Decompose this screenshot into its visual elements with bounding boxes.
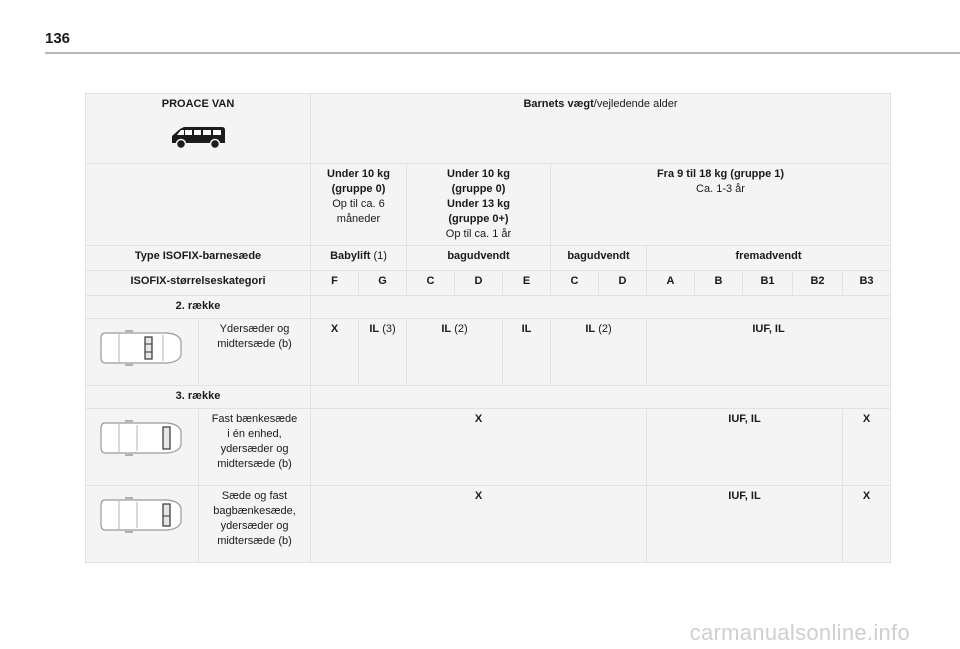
row2-val-cd2-text: IL [585,323,596,335]
row3-seat1-desc-4: midtersæde (b) [217,458,292,470]
row2-val-cd-note: (2) [454,323,468,335]
row3-seat1-val-iuf: IUF, IL [647,409,843,486]
type-rearward-2: bagudvendt [551,246,647,271]
row3-seat1-val-x: X [311,409,647,486]
header-row [86,94,891,164]
group-0-cell [311,164,407,246]
row3-seat2-val-iuf: IUF, IL [647,486,843,563]
row2-val-cd2 [551,319,647,386]
row2-val-cd-text: IL [441,323,452,335]
row3-seat2-row [86,486,891,563]
row2-seat-desc-1: Ydersæder og [219,323,290,335]
group-row [86,164,891,246]
size-label: ISOFIX-størrelseskategori [86,271,311,296]
row3-seat1-desc-2: i én enhed, [227,428,282,440]
row3-seat1-desc [199,409,311,486]
size-cat: B3 [843,271,891,296]
vehicle-name: PROACE VAN [161,98,235,110]
size-cat: D [599,271,647,296]
group-0-age-unit: måneder [336,213,381,225]
group-0plus-weight-b: Under 13 kg [447,198,510,210]
header-rule [45,52,960,54]
row3-seat2-desc-1: Sæde og fast [221,490,288,502]
size-cat: B [695,271,743,296]
row3-seat1-val-x2: X [843,409,891,486]
size-cat: B2 [793,271,843,296]
type-label: Type ISOFIX-barnesæde [86,246,311,271]
weight-title: Barnets vægt [523,98,594,110]
weight-header [311,94,891,164]
size-cat: D [455,271,503,296]
row2-label-row [86,296,891,319]
group-empty-cell [86,164,311,246]
group-0-name: (gruppe 0) [331,183,386,195]
group-0-age: Op til ca. 6 [332,198,385,210]
van-icon [89,124,307,155]
row3-seat2-diagram [86,486,199,563]
row2-seat-desc-2: midtersæde (b) [217,338,292,350]
size-cat: G [359,271,407,296]
group-0plus-cell [407,164,551,246]
row2-label: 2. række [86,296,311,319]
row3-label: 3. række [86,386,311,409]
row2-val-g-text: IL [369,323,380,335]
group-0plus-name-b: (gruppe 0+) [448,213,509,225]
size-cat: E [503,271,551,296]
row3-label-empty [311,386,891,409]
row3-seat2-val-x2: X [843,486,891,563]
row2-seat-desc [199,319,311,386]
type-row [86,246,891,271]
row3-seat1-desc-1: Fast bænkesæde [211,413,298,425]
row3-seat2-desc-4: midtersæde (b) [217,535,292,547]
row2-val-g [359,319,407,386]
isofix-table [85,93,891,563]
row2-val-g-note: (3) [382,323,396,335]
van-row2-icon [97,327,187,369]
weight-subtitle: /vejledende alder [593,98,678,110]
group-0plus-weight-a: Under 10 kg [447,168,510,180]
watermark-logo: carmanualsonline.info [689,620,910,645]
row3-seat2-desc-3: ydersæder og [220,520,289,532]
row3-seat1-desc-3: ydersæder og [220,443,289,455]
row3-seat2-desc-2: bagbænkesæde, [213,505,296,517]
type-rearward-1: bagudvendt [407,246,551,271]
babylift-note: (1) [373,250,387,262]
size-cat: C [551,271,599,296]
page-number: 136 [45,30,71,47]
group-1-weight: Fra 9 til 18 kg (gruppe 1) [656,168,785,180]
row3-seat1-row [86,409,891,486]
group-1-age: Ca. 1-3 år [696,183,745,195]
size-row [86,271,891,296]
size-cat: B1 [743,271,793,296]
group-0-weight: Under 10 kg [327,168,390,180]
row3-seat1-diagram [86,409,199,486]
babylift-label: Babylift [330,250,371,262]
size-cat: A [647,271,695,296]
vehicle-cell [86,94,311,164]
van-row3-bench-icon [97,417,187,459]
size-cat: C [407,271,455,296]
row2-val-cd [407,319,503,386]
row3-label-row [86,386,891,409]
group-0plus-age: Op til ca. 1 år [445,228,512,240]
type-babylift [311,246,407,271]
row2-val-cd2-note: (2) [598,323,612,335]
row2-val-e: IL [503,319,551,386]
type-forward: fremadvendt [647,246,891,271]
row2-seat-diagram [86,319,199,386]
row2-label-empty [311,296,891,319]
row3-seat2-val-x: X [311,486,647,563]
van-row3-seat-icon [97,494,187,536]
size-cat: F [311,271,359,296]
row2-val-forward: IUF, IL [647,319,891,386]
row2-seat-row [86,319,891,386]
row2-val-f: X [311,319,359,386]
row3-seat2-desc [199,486,311,563]
group-1-cell [551,164,891,246]
group-0plus-name-a: (gruppe 0) [451,183,506,195]
